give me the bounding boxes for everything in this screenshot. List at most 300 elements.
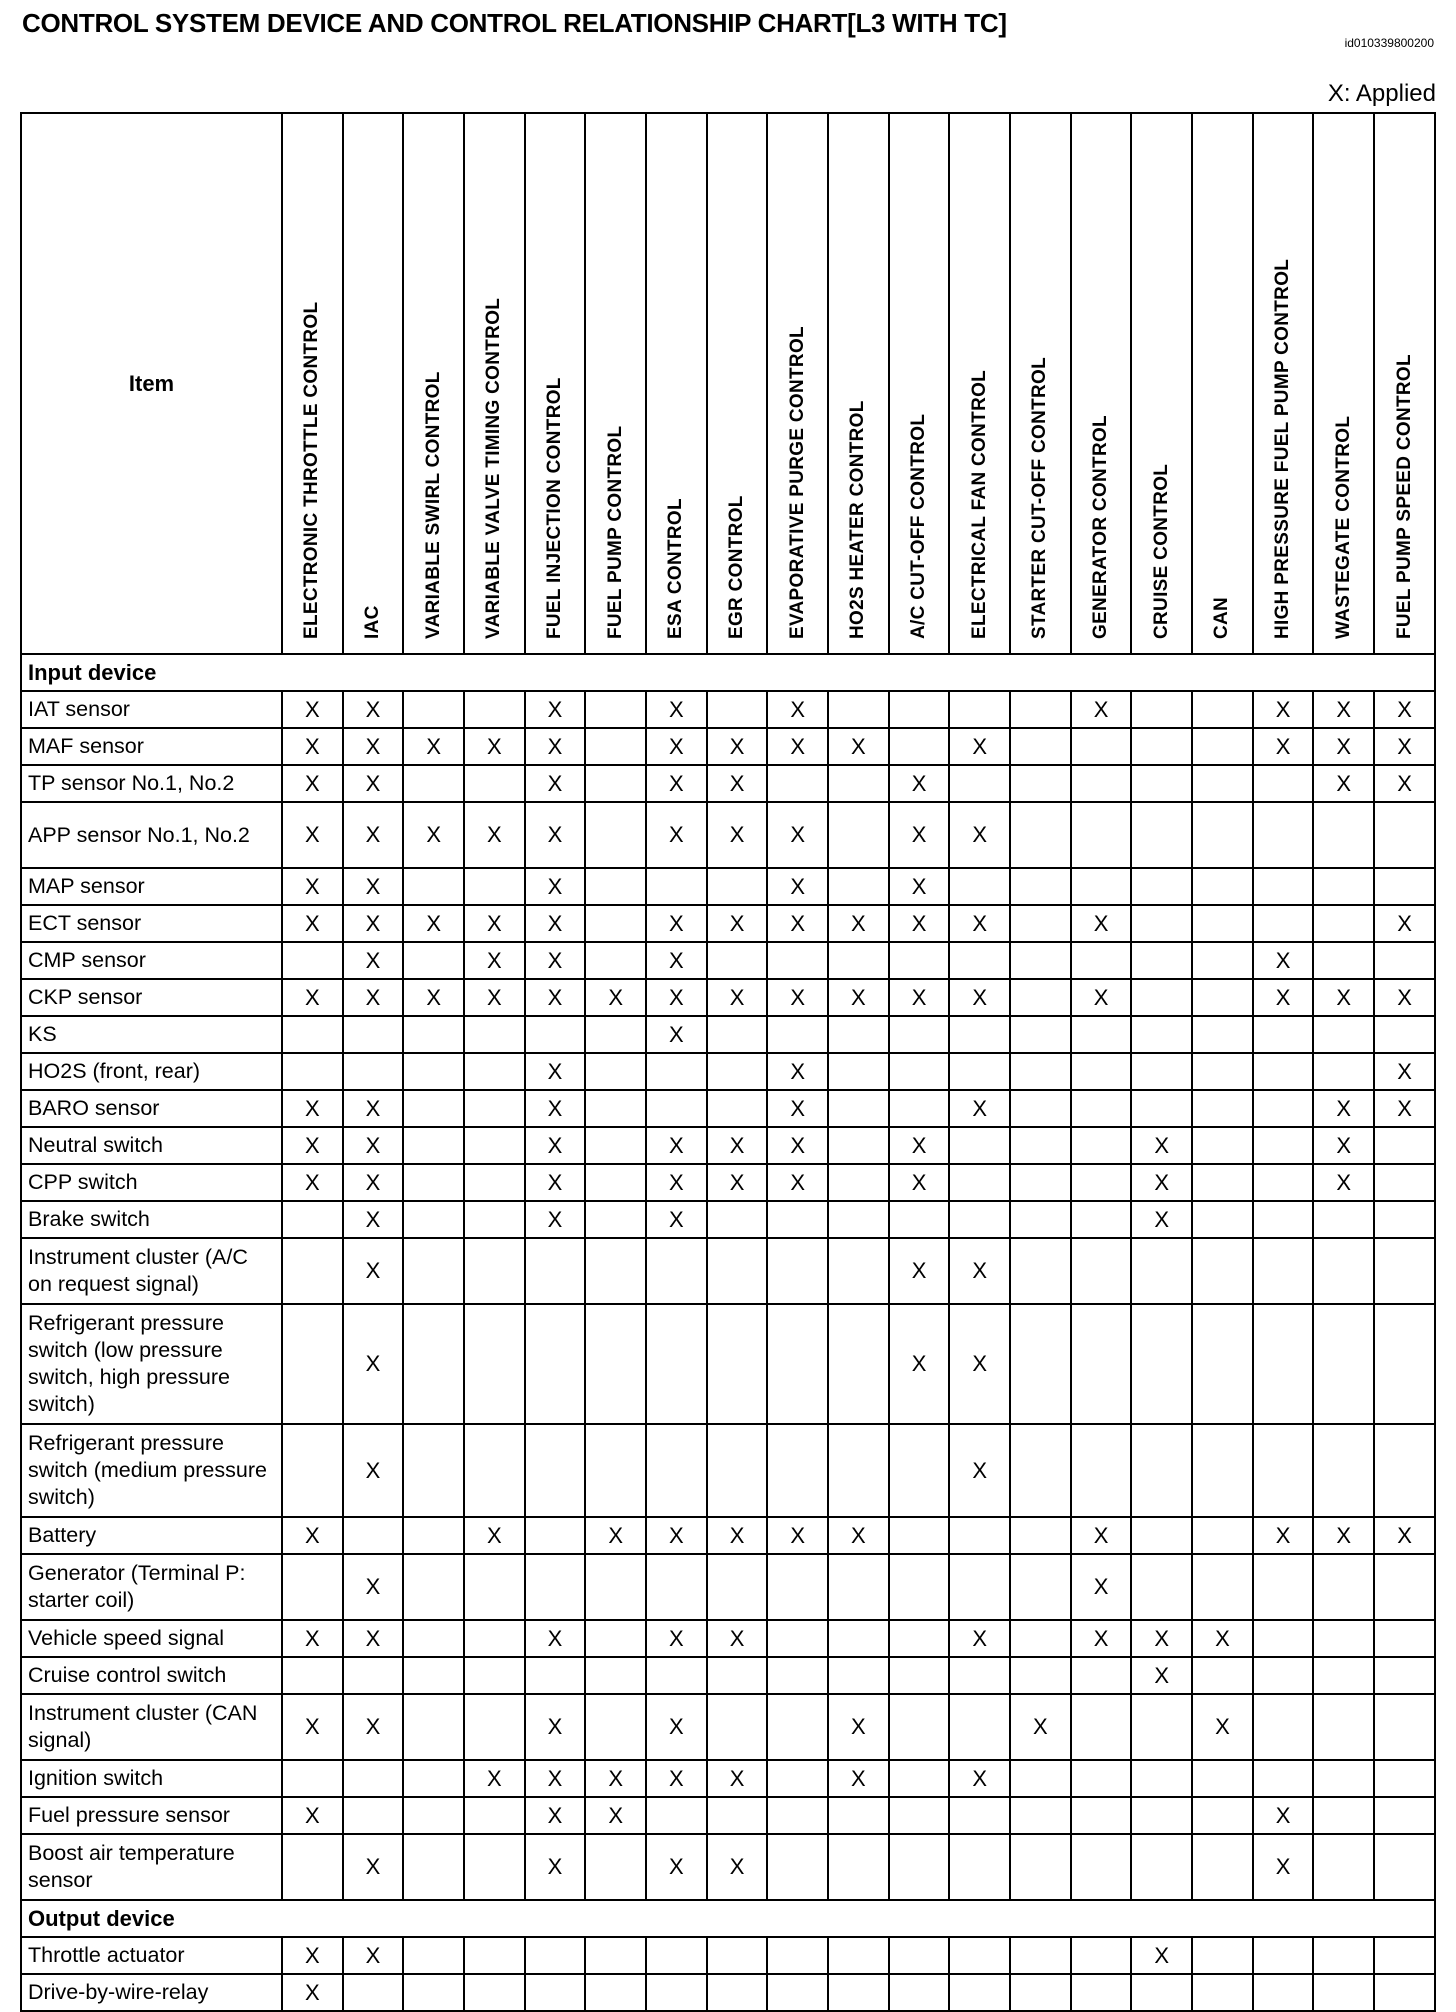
applied-cell [585, 1974, 646, 2011]
applied-cell [1253, 1424, 1314, 1517]
table-row [21, 1238, 1435, 1304]
applied-cell [525, 1937, 586, 1974]
applied-cell [767, 1937, 828, 1974]
row-label: Refrigerant pressure switch (medium pressure switch) [21, 1424, 282, 1517]
table-body [21, 654, 1435, 2011]
applied-cell [828, 1937, 889, 1974]
table-row [21, 765, 1435, 802]
applied-cell [1253, 1760, 1314, 1797]
applied-cell: X [343, 1937, 404, 1974]
applied-cell [828, 1424, 889, 1517]
applied-cell [1071, 765, 1132, 802]
column-header-label: IAC [362, 605, 383, 639]
item-column-header: Item [21, 113, 282, 654]
applied-cell [403, 691, 464, 728]
applied-cell: X [889, 868, 950, 905]
table-row [21, 1304, 1435, 1424]
applied-cell [1071, 1974, 1132, 2011]
applied-cell [585, 868, 646, 905]
applied-cell [949, 765, 1010, 802]
applied-cell [1071, 1424, 1132, 1517]
applied-cell [707, 691, 768, 728]
applied-cell [1010, 1554, 1071, 1620]
applied-cell: X [525, 1834, 586, 1900]
applied-cell [1253, 1620, 1314, 1657]
applied-cell: X [343, 1238, 404, 1304]
applied-cell [1374, 1694, 1435, 1760]
applied-cell: X [343, 1164, 404, 1201]
applied-cell [525, 1517, 586, 1554]
applied-cell [889, 1053, 950, 1090]
applied-cell [464, 1974, 525, 2011]
column-header-label: ESA CONTROL [665, 498, 687, 639]
applied-cell: X [343, 1554, 404, 1620]
applied-cell [343, 1760, 404, 1797]
applied-cell [585, 1090, 646, 1127]
applied-cell [889, 1834, 950, 1900]
applied-cell [1192, 1657, 1253, 1694]
applied-cell: X [464, 728, 525, 765]
applied-cell: X [949, 728, 1010, 765]
applied-cell [767, 1620, 828, 1657]
applied-cell [767, 1834, 828, 1900]
applied-cell [585, 1694, 646, 1760]
applied-cell [1131, 728, 1192, 765]
applied-cell [767, 1016, 828, 1053]
applied-cell: X [282, 728, 343, 765]
applied-cell: X [282, 691, 343, 728]
applied-cell: X [646, 1834, 707, 1900]
applied-cell [1192, 728, 1253, 765]
applied-cell: X [1131, 1201, 1192, 1238]
column-header [1071, 113, 1132, 654]
applied-cell: X [707, 1517, 768, 1554]
applied-cell [1192, 1304, 1253, 1424]
applied-cell [707, 1090, 768, 1127]
table-row [21, 1554, 1435, 1620]
applied-cell [1071, 1201, 1132, 1238]
applied-cell [403, 1797, 464, 1834]
table-row [21, 1974, 1435, 2011]
applied-cell: X [525, 1127, 586, 1164]
applied-cell [889, 1657, 950, 1694]
applied-cell: X [343, 1620, 404, 1657]
applied-cell [1192, 765, 1253, 802]
applied-cell: X [1374, 905, 1435, 942]
applied-cell [1010, 728, 1071, 765]
applied-cell: X [464, 1760, 525, 1797]
applied-cell: X [1131, 1164, 1192, 1201]
applied-cell [282, 942, 343, 979]
applied-cell [1010, 1090, 1071, 1127]
applied-cell [828, 691, 889, 728]
applied-cell: X [767, 1127, 828, 1164]
column-header-label: VARIABLE VALVE TIMING CONTROL [483, 297, 505, 639]
applied-cell [464, 765, 525, 802]
applied-cell: X [464, 1517, 525, 1554]
applied-cell [1313, 802, 1374, 868]
applied-cell [889, 1554, 950, 1620]
applied-cell [464, 1657, 525, 1694]
applied-cell [707, 1657, 768, 1694]
applied-cell [403, 1657, 464, 1694]
column-header-label: FUEL INJECTION CONTROL [544, 377, 566, 639]
table-row [21, 728, 1435, 765]
applied-cell: X [646, 1016, 707, 1053]
column-header [464, 113, 525, 654]
applied-cell [585, 1053, 646, 1090]
applied-cell: X [1131, 1620, 1192, 1657]
applied-cell [1131, 1760, 1192, 1797]
applied-cell [646, 1797, 707, 1834]
row-label: Drive-by-wire-relay [21, 1974, 282, 2011]
applied-cell: X [525, 1694, 586, 1760]
applied-cell [1192, 1937, 1253, 1974]
applied-cell: X [282, 765, 343, 802]
applied-cell: X [767, 905, 828, 942]
applied-cell: X [282, 802, 343, 868]
applied-cell [646, 1238, 707, 1304]
applied-cell [1010, 1164, 1071, 1201]
applied-cell: X [646, 1201, 707, 1238]
applied-cell: X [1131, 1127, 1192, 1164]
applied-cell [1071, 1164, 1132, 1201]
applied-cell [1131, 868, 1192, 905]
applied-cell: X [525, 1620, 586, 1657]
applied-cell: X [646, 802, 707, 868]
applied-cell: X [525, 1797, 586, 1834]
applied-cell [282, 1424, 343, 1517]
applied-cell [403, 1834, 464, 1900]
row-label: Boost air temperature sensor [21, 1834, 282, 1900]
applied-cell: X [646, 1517, 707, 1554]
applied-cell [1374, 802, 1435, 868]
column-header-label: FUEL PUMP SPEED CONTROL [1393, 354, 1415, 639]
applied-cell [646, 1974, 707, 2011]
applied-cell: X [767, 979, 828, 1016]
applied-cell [585, 1127, 646, 1164]
applied-cell [1071, 1760, 1132, 1797]
row-label: Fuel pressure sensor [21, 1797, 282, 1834]
applied-cell [707, 1201, 768, 1238]
applied-cell [1010, 691, 1071, 728]
applied-cell [1313, 1304, 1374, 1424]
applied-cell [1374, 1554, 1435, 1620]
row-label: IAT sensor [21, 691, 282, 728]
applied-cell [828, 1016, 889, 1053]
legend: X: Applied [1327, 80, 1436, 107]
column-header [889, 113, 950, 654]
applied-cell [464, 1554, 525, 1620]
applied-cell [646, 1937, 707, 1974]
applied-cell [1313, 1424, 1374, 1517]
applied-cell [707, 1053, 768, 1090]
applied-cell: X [767, 868, 828, 905]
applied-cell [1192, 691, 1253, 728]
applied-cell [1192, 1016, 1253, 1053]
applied-cell [282, 1657, 343, 1694]
applied-cell [403, 1424, 464, 1517]
row-label: TP sensor No.1, No.2 [21, 765, 282, 802]
applied-cell: X [343, 1090, 404, 1127]
applied-cell [1010, 1760, 1071, 1797]
applied-cell [403, 1937, 464, 1974]
applied-cell [1313, 1974, 1374, 2011]
applied-cell: X [828, 1760, 889, 1797]
applied-cell [1010, 1016, 1071, 1053]
applied-cell [1313, 942, 1374, 979]
applied-cell: X [1253, 942, 1314, 979]
column-header-label: EVAPORATIVE PURGE CONTROL [786, 326, 808, 639]
applied-cell [1131, 1090, 1192, 1127]
applied-cell [707, 1694, 768, 1760]
applied-cell: X [646, 1164, 707, 1201]
applied-cell [1253, 1657, 1314, 1694]
applied-cell: X [949, 1304, 1010, 1424]
row-label: HO2S (front, rear) [21, 1053, 282, 1090]
applied-cell: X [949, 979, 1010, 1016]
applied-cell [1010, 1201, 1071, 1238]
applied-cell [707, 1554, 768, 1620]
document-id: id010339800200 [1344, 36, 1434, 50]
applied-cell: X [1071, 1554, 1132, 1620]
applied-cell [646, 1554, 707, 1620]
applied-cell [1071, 1238, 1132, 1304]
applied-cell [1010, 1238, 1071, 1304]
applied-cell: X [282, 1517, 343, 1554]
column-header-label: STARTER CUT-OFF CONTROL [1029, 356, 1051, 639]
applied-cell [1192, 1517, 1253, 1554]
applied-cell: X [403, 979, 464, 1016]
relationship-chart-table [20, 112, 1436, 2012]
table-row [21, 1657, 1435, 1694]
applied-cell: X [525, 868, 586, 905]
applied-cell [1374, 1238, 1435, 1304]
applied-cell [949, 1974, 1010, 2011]
applied-cell [1071, 1937, 1132, 1974]
applied-cell: X [1313, 979, 1374, 1016]
applied-cell: X [767, 1164, 828, 1201]
table-row [21, 1090, 1435, 1127]
applied-cell [403, 1304, 464, 1424]
applied-cell [949, 1937, 1010, 1974]
row-label: Battery [21, 1517, 282, 1554]
applied-cell [1010, 1657, 1071, 1694]
applied-cell [403, 1053, 464, 1090]
applied-cell [1192, 1554, 1253, 1620]
applied-cell [767, 1797, 828, 1834]
applied-cell [707, 1424, 768, 1517]
applied-cell [767, 765, 828, 802]
applied-cell [828, 1127, 889, 1164]
applied-cell [585, 802, 646, 868]
applied-cell [1010, 1937, 1071, 1974]
applied-cell: X [1192, 1694, 1253, 1760]
applied-cell: X [646, 1127, 707, 1164]
applied-cell [282, 1238, 343, 1304]
applied-cell: X [282, 868, 343, 905]
row-label: MAF sensor [21, 728, 282, 765]
applied-cell: X [464, 979, 525, 1016]
applied-cell [889, 1090, 950, 1127]
applied-cell [767, 1304, 828, 1424]
table-row [21, 942, 1435, 979]
applied-cell [1010, 1517, 1071, 1554]
applied-cell: X [949, 905, 1010, 942]
applied-cell [889, 1016, 950, 1053]
applied-cell: X [464, 905, 525, 942]
table-row [21, 1016, 1435, 1053]
column-header-label: VARIABLE SWIRL CONTROL [422, 371, 444, 639]
applied-cell [1374, 1797, 1435, 1834]
applied-cell: X [1253, 979, 1314, 1016]
applied-cell [464, 868, 525, 905]
applied-cell: X [282, 1797, 343, 1834]
applied-cell [282, 1760, 343, 1797]
applied-cell [585, 1201, 646, 1238]
applied-cell [1253, 868, 1314, 905]
applied-cell [1010, 765, 1071, 802]
row-label: APP sensor No.1, No.2 [21, 802, 282, 868]
applied-cell: X [767, 802, 828, 868]
applied-cell [282, 1834, 343, 1900]
applied-cell [1374, 1424, 1435, 1517]
applied-cell [464, 1304, 525, 1424]
applied-cell [1131, 1694, 1192, 1760]
row-label: Brake switch [21, 1201, 282, 1238]
applied-cell [1010, 1053, 1071, 1090]
applied-cell [1131, 942, 1192, 979]
applied-cell [1192, 1238, 1253, 1304]
applied-cell [1071, 1127, 1132, 1164]
applied-cell: X [646, 1760, 707, 1797]
applied-cell: X [767, 728, 828, 765]
row-label: Generator (Terminal P: starter coil) [21, 1554, 282, 1620]
applied-cell [1010, 905, 1071, 942]
applied-cell: X [282, 979, 343, 1016]
table-row [21, 691, 1435, 728]
applied-cell: X [828, 979, 889, 1016]
applied-cell: X [1313, 728, 1374, 765]
applied-cell: X [889, 802, 950, 868]
applied-cell: X [767, 1090, 828, 1127]
applied-cell [1313, 1834, 1374, 1900]
applied-cell [949, 1694, 1010, 1760]
applied-cell [1313, 905, 1374, 942]
applied-cell [1071, 1053, 1132, 1090]
applied-cell: X [525, 942, 586, 979]
applied-cell [1192, 1127, 1253, 1164]
applied-cell [585, 1304, 646, 1424]
column-header [767, 113, 828, 654]
applied-cell [889, 1424, 950, 1517]
applied-cell [1010, 1620, 1071, 1657]
applied-cell [1192, 1053, 1253, 1090]
section-row [21, 654, 1435, 691]
applied-cell: X [343, 802, 404, 868]
applied-cell [403, 765, 464, 802]
applied-cell [403, 1620, 464, 1657]
applied-cell [646, 1304, 707, 1424]
table-row [21, 1694, 1435, 1760]
applied-cell [1131, 1053, 1192, 1090]
applied-cell [949, 1554, 1010, 1620]
applied-cell [464, 1164, 525, 1201]
column-header [646, 113, 707, 654]
applied-cell [1313, 1620, 1374, 1657]
applied-cell [949, 1127, 1010, 1164]
applied-cell [1010, 1127, 1071, 1164]
applied-cell [1253, 1127, 1314, 1164]
table-row [21, 1164, 1435, 1201]
applied-cell [1071, 1304, 1132, 1424]
applied-cell [585, 1554, 646, 1620]
applied-cell [403, 868, 464, 905]
applied-cell [707, 1974, 768, 2011]
applied-cell [464, 1834, 525, 1900]
applied-cell: X [707, 802, 768, 868]
applied-cell: X [585, 1797, 646, 1834]
column-header [343, 113, 404, 654]
applied-cell [464, 1090, 525, 1127]
applied-cell [464, 1016, 525, 1053]
applied-cell: X [889, 765, 950, 802]
applied-cell: X [1374, 1053, 1435, 1090]
applied-cell: X [282, 1127, 343, 1164]
applied-cell [1131, 1834, 1192, 1900]
applied-cell: X [525, 691, 586, 728]
applied-cell [1192, 1760, 1253, 1797]
applied-cell [403, 942, 464, 979]
applied-cell: X [403, 802, 464, 868]
applied-cell [585, 1164, 646, 1201]
applied-cell [828, 1090, 889, 1127]
applied-cell [282, 1016, 343, 1053]
column-header-label: CRUISE CONTROL [1150, 463, 1172, 639]
applied-cell [707, 868, 768, 905]
column-header [1313, 113, 1374, 654]
row-label: Throttle actuator [21, 1937, 282, 1974]
section-heading: Output device [21, 1900, 1435, 1937]
applied-cell: X [403, 905, 464, 942]
applied-cell [646, 1053, 707, 1090]
applied-cell [1192, 1834, 1253, 1900]
table-row [21, 1937, 1435, 1974]
applied-cell: X [525, 1090, 586, 1127]
applied-cell [1313, 1694, 1374, 1760]
applied-cell: X [828, 728, 889, 765]
applied-cell: X [1374, 1517, 1435, 1554]
row-label: KS [21, 1016, 282, 1053]
applied-cell [1131, 1424, 1192, 1517]
applied-cell: X [343, 942, 404, 979]
applied-cell: X [1374, 691, 1435, 728]
applied-cell [889, 1201, 950, 1238]
applied-cell: X [343, 1694, 404, 1760]
applied-cell: X [646, 691, 707, 728]
applied-cell [1374, 1657, 1435, 1694]
applied-cell [1374, 1620, 1435, 1657]
applied-cell [949, 1517, 1010, 1554]
applied-cell [1192, 979, 1253, 1016]
applied-cell [889, 1797, 950, 1834]
applied-cell: X [646, 942, 707, 979]
applied-cell: X [828, 1694, 889, 1760]
applied-cell [889, 1937, 950, 1974]
row-label: Instrument cluster (A/C on request signal) [21, 1238, 282, 1304]
applied-cell: X [1313, 1090, 1374, 1127]
column-header-label: GENERATOR CONTROL [1090, 415, 1112, 639]
